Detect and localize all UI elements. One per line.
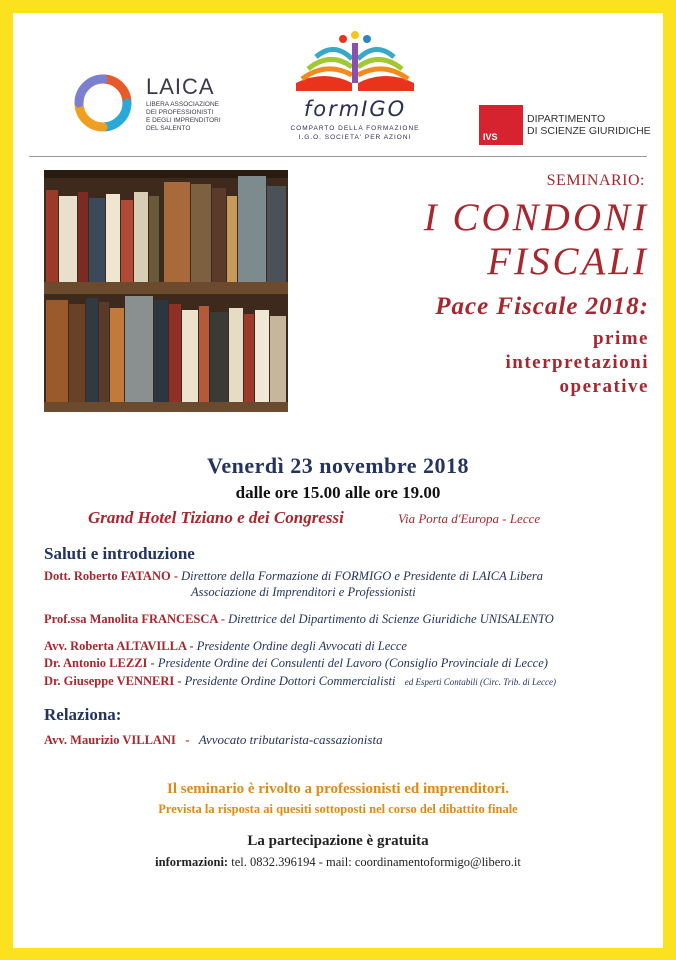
dipartimento-name: DIPARTIMENTO DI SCIENZE GIURIDICHE bbox=[527, 113, 651, 137]
audience-note: Il seminario è rivolto a professionisti ed imprenditori. bbox=[167, 781, 509, 797]
event-address: Via Porta d'Europa - Lecce bbox=[398, 511, 541, 526]
qa-note: Prevista la risposta ai quesiti sottoposti nel corso del dibattito finale bbox=[158, 802, 518, 816]
title-line-2: FISCALI bbox=[487, 240, 649, 283]
laica-tagline: LIBERA ASSOCIAZIONE DEI PROFESSIONISTI E DEGLI IMPRENDITORI DEL SALENTO bbox=[146, 101, 221, 132]
speaker-row: Dott. Roberto FATANO - Direttore della Formazione di FORMIGO e Presidente di LAICA Libera bbox=[44, 569, 544, 583]
seminar-kicker: SEMINARIO: bbox=[546, 172, 645, 189]
speaker-row: Prof.ssa Manolita FRANCESCA - Direttrice del Dipartimento di Scienze Giuridiche UNISALENTO bbox=[44, 612, 554, 626]
event-date: Venerdì 23 novembre 2018 bbox=[207, 453, 469, 478]
title-line-1: I CONDONI bbox=[423, 196, 649, 239]
event-hours: dalle ore 15.00 alle ore 19.00 bbox=[235, 483, 441, 502]
event-venue: Grand Hotel Tiziano e dei Congressi bbox=[88, 508, 344, 527]
dipartimento-logo-icon: IVS bbox=[479, 105, 523, 145]
bookshelf-photo bbox=[44, 170, 288, 412]
reporter-row: Avv. Maurizio VILLANI - Avvocato tributarista-cassazionista bbox=[44, 732, 383, 747]
header-divider bbox=[29, 156, 647, 157]
contact-info: informazioni: tel. 0832.396194 - mail: coordinamentoformigo@libero.it bbox=[155, 855, 521, 869]
subtitle-lines: prime interpretazioni operative bbox=[505, 328, 649, 397]
laica-logo-icon bbox=[71, 71, 135, 135]
report-title: Relaziona: bbox=[44, 705, 122, 724]
speaker-row: Dr. Antonio LEZZI - Presidente Ordine dei Consulenti del Lavoro (Consiglio Provinciale di Lecce) bbox=[44, 656, 548, 670]
speaker-row: Avv. Roberta ALTAVILLA - Presidente Ordine degli Avvocati di Lecce bbox=[44, 639, 407, 653]
speaker-row: Dr. Giuseppe VENNERI - Presidente Ordine Dottori Commercialisti ed Esperti Contabili (Circ. Trib. di Lecce) bbox=[44, 674, 556, 688]
formigo-name: formIGO bbox=[303, 97, 407, 121]
formigo-book-icon bbox=[288, 29, 422, 97]
poster bbox=[13, 13, 663, 948]
laica-name: LAICA bbox=[146, 74, 215, 99]
formigo-tagline: COMPARTO DELLA FORMAZIONE I.G.O. SOCIETA' PER AZIONI bbox=[290, 125, 420, 141]
speaker-role-continued: Associazione di Imprenditori e Professionisti bbox=[191, 585, 416, 599]
subtitle: Pace Fiscale 2018: bbox=[435, 293, 649, 320]
greetings-title: Saluti e introduzione bbox=[44, 544, 195, 563]
free-participation: La partecipazione è gratuita bbox=[247, 833, 429, 849]
